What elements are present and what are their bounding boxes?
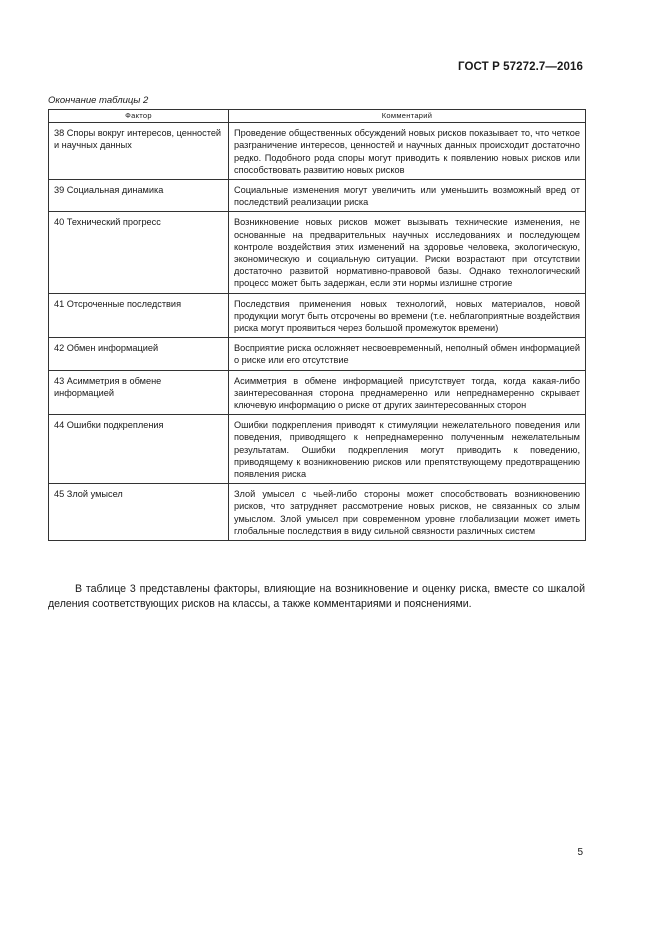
- table-row: [49, 415, 586, 484]
- factor-cell: 40 Технический прогресс: [49, 212, 229, 293]
- comment-cell: Ошибки подкрепления приводят к стимуляции нежелательного поведения или поведения, приводящего к непреднамеренно полученным нежелательным результатам. Ошибки подкрепления могут приводить к поведению, приводящему к возникновению рисков или препятствующему предотвращению появления риска: [229, 415, 586, 484]
- factor-cell: 38 Споры вокруг интересов, ценностей и научных данных: [49, 123, 229, 180]
- document-code: ГОСТ Р 57272.7—2016: [458, 61, 583, 73]
- table-row: [49, 293, 586, 338]
- table-row: [49, 338, 586, 370]
- factor-cell: 44 Ошибки подкрепления: [49, 415, 229, 484]
- body-paragraph: В таблице 3 представлены факторы, влияющие на возникновение и оценку риска, вместе со шкалой деления соответствующих рисков на классы, а также комментариями и пояснениями.: [48, 583, 585, 610]
- factor-cell: 45 Злой умысел: [49, 484, 229, 541]
- comment-cell: Возникновение новых рисков может вызывать технические изменения, не основанные на предварительных научных исследованиях и последующем контроле воздействия этих изменений на здоровье человека, экологическую, экономическую и социальную ситуации. Риски возрастают при отсутствии достаточно развитой нормативно-правовой базы. Однако технологический процесс может быть задержан, если эти нормы излишне строгие: [229, 212, 586, 293]
- table-row: [49, 123, 586, 180]
- page-number: 5: [577, 847, 583, 858]
- comment-cell: Асимметрия в обмене информацией присутствует тогда, когда какая-либо заинтересованная сторона преднамеренно или непреднамеренно скрывает ключевую информацию о риске от других заинтересованных сторон: [229, 370, 586, 415]
- table-row: [49, 212, 586, 293]
- column-header-factor: Фактор: [49, 110, 229, 123]
- table-header-row: [49, 110, 586, 123]
- factors-table: [48, 109, 586, 541]
- comment-cell: Восприятие риска осложняет несвоевременный, неполный обмен информацией о риске или его отсутствие: [229, 338, 586, 370]
- table-caption: Окончание таблицы 2: [48, 95, 149, 106]
- comment-cell: Социальные изменения могут увеличить или уменьшить возможный вред от последствий реализации риска: [229, 180, 586, 212]
- table-row: [49, 484, 586, 541]
- comment-cell: Последствия применения новых технологий, новых материалов, новой продукции могут быть отсрочены во времени (т.е. неблагоприятные воздействия риска могут проявиться через большой промежуток времени): [229, 293, 586, 338]
- comment-cell: Проведение общественных обсуждений новых рисков показывает то, что четкое разграничение интересов, ценностей и научных данных происходит достаточно редко. Подобного рода споры могут приводить к появлению новых рисков или способствовать развитию новых рисков: [229, 123, 586, 180]
- table-row: [49, 370, 586, 415]
- factor-cell: 39 Социальная динамика: [49, 180, 229, 212]
- factor-cell: 42 Обмен информацией: [49, 338, 229, 370]
- comment-cell: Злой умысел с чьей-либо стороны может способствовать возникновению рисков, что затрудняет рассмотрение новых рисков, не связанных со злым умыслом. Злой умысел при современном уровне глобализации может иметь глобальные последствия в виду сильной связности различных систем: [229, 484, 586, 541]
- table-row: [49, 180, 586, 212]
- factor-cell: 43 Асимметрия в обмене информацией: [49, 370, 229, 415]
- column-header-comment: Комментарий: [229, 110, 586, 123]
- factor-cell: 41 Отсроченные последствия: [49, 293, 229, 338]
